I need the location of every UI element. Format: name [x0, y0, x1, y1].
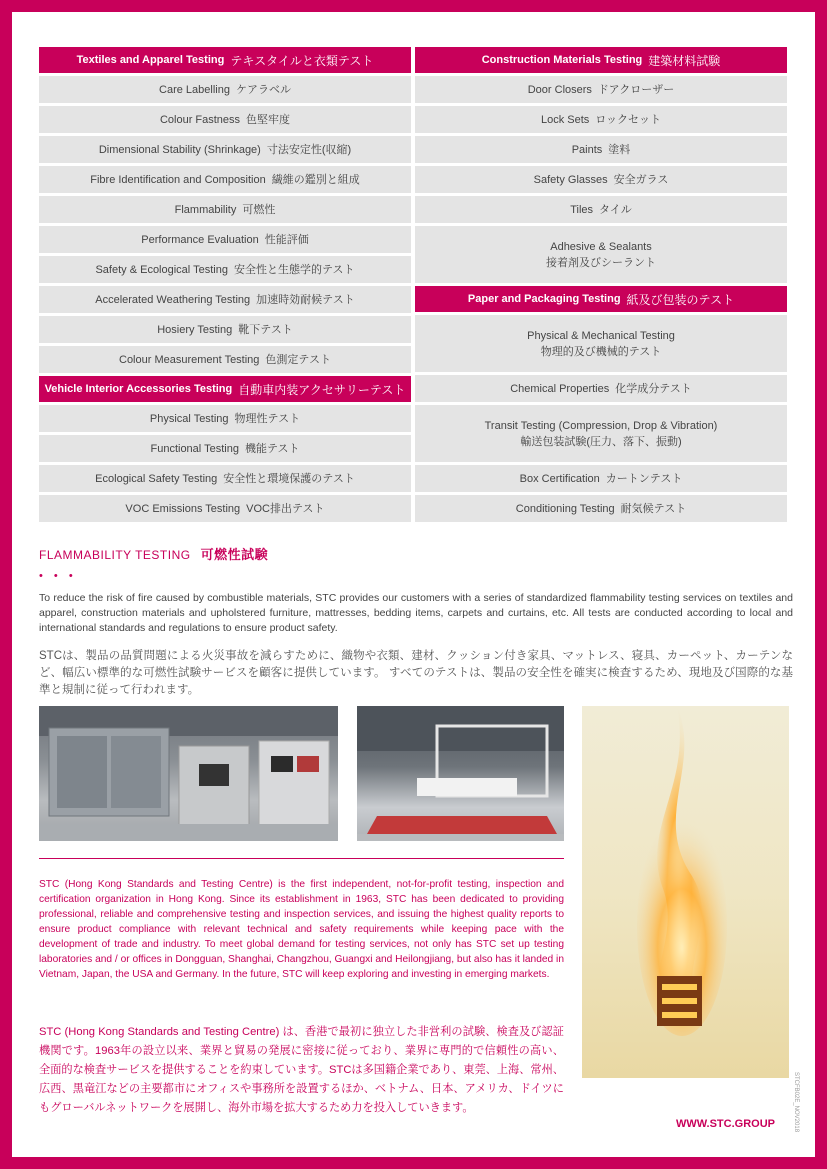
construction-header: Construction Materials Testing 建築材料試験: [415, 47, 787, 73]
textiles-item: Safety & Ecological Testing 安全性と生態学的テスト: [39, 256, 411, 283]
title-dots: • • •: [39, 570, 77, 582]
vehicle-item: Physical Testing 物理性テスト: [39, 405, 411, 432]
left-service-table: [39, 47, 411, 525]
vehicle-item: Functional Testing 機能テスト: [39, 435, 411, 462]
textiles-item: Colour Measurement Testing 色測定テスト: [39, 346, 411, 373]
about-paragraph-jp: STC (Hong Kong Standards and Testing Centre) は、香港で最初に独立した非営利の試験、検査及び認証機関です。1963年の設立以来、業界と貿易の発展に密接に従っており、業界に専門的で信頼性の高い、全面的な検査サービスを提供することを約束しています。STCは多国籍企業であり、東莞、上海、常州、広西、黒竜江などの主要都市にオフィスや事務所を設置するほか、ベトナム、日本、アメリカ、ドイツにもグローバルネットワークを展開し、海外市場を拡大するため力を投入していきます。: [39, 1026, 564, 1114]
section-divider: [39, 858, 564, 859]
construction-item: Door Closers ドアクローザー: [415, 76, 787, 103]
physical-mechanical-item: Physical & Mechanical Testing 物理的及び機械的テスト: [415, 315, 787, 372]
textiles-item: Accelerated Weathering Testing 加速時効耐候テスト: [39, 286, 411, 313]
construction-item: Tiles タイル: [415, 196, 787, 223]
paper-header: Paper and Packaging Testing 紙及び包装のテスト: [415, 286, 787, 312]
box-cert-item: Box Certification カートンテスト: [415, 465, 787, 492]
textiles-item: Flammability 可燃性: [39, 196, 411, 223]
textiles-item: Colour Fastness 色堅牢度: [39, 106, 411, 133]
website-link[interactable]: WWW.STC.GROUP: [676, 1118, 775, 1130]
conditioning-item: Conditioning Testing 耐気候テスト: [415, 495, 787, 522]
document-code: STCFB02E_NOV2018: [793, 1072, 799, 1133]
right-service-table: [415, 47, 787, 525]
flammability-paragraph-jp: STCは、製品の品質問題による火災事故を減らすために、織物や衣類、建材、クッション付き家具、マットレス、寝具、カーペット、カーテンなど、幅広い標準的な可燃性試験サービスを顧客に提供しています。 すべてのテストは、製品の安全性を確実に検査するため、現地及び国際的な基準と規制に従って行われます。: [39, 650, 793, 696]
vehicle-item: Ecological Safety Testing 安全性と環境保護のテスト: [39, 465, 411, 492]
test-chamber-photo: [39, 706, 338, 841]
textiles-item: Fibre Identification and Composition 繊維の鑑別と組成: [39, 166, 411, 193]
textiles-item: Hosiery Testing 靴下テスト: [39, 316, 411, 343]
textiles-item: Performance Evaluation 性能評価: [39, 226, 411, 253]
construction-item: Lock Sets ロックセット: [415, 106, 787, 133]
construction-item: Safety Glasses 安全ガラス: [415, 166, 787, 193]
adhesive-item: Adhesive & Sealants 接着剤及びシーラント: [415, 226, 787, 283]
page: [12, 12, 815, 1157]
vehicle-header: Vehicle Interior Accessories Testing 自動車内装アクセサリーテスト: [39, 376, 411, 402]
vehicle-item: VOC Emissions Testing VOC排出テスト: [39, 495, 411, 522]
about-paragraph-en: STC (Hong Kong Standards and Testing Centre) is the first independent, not-for-profit testing, inspection and certification organization in Hong Kong. Since its establishment in 1963, STC has been dedicated to providing professional, reliable and comprehensive testing and inspection services, and issuing the highest quality reports to ensure product compliance with relevant technical and safety requirements while keeping pace with the development of trade and industry. To meet global demand for testing services, not only has STC set up testing laboratories and / or offices in Dongguan, Shanghai, Changzhou, Guangxi and Heilongjiang, but also has it landed in Vietnam, Japan, the USA and Germany. In the future, STC will keep exploring and investing in emerging markets.: [39, 879, 564, 980]
mattress-test-photo: [357, 706, 564, 841]
flammability-paragraph-en: To reduce the risk of fire caused by combustible materials, STC provides our customers with a series of standardized flammability testing services on textiles and apparel, construction materials and upholstered furniture, mattresses, bedding items, carpets and curtains, etc. All tests are conducted according to local and international standards and regulations to ensure product safety.: [39, 592, 793, 634]
textiles-header: Textiles and Apparel Testing テキスタイルと衣類テスト: [39, 47, 411, 73]
flammability-title: FLAMMABILITY TESTING 可燃性試験: [39, 547, 269, 562]
transit-item: Transit Testing (Compression, Drop & Vibration) 輸送包装試験(圧力、落下、振動): [415, 405, 787, 462]
chemical-item: Chemical Properties 化学成分テスト: [415, 375, 787, 402]
textiles-item: Dimensional Stability (Shrinkage) 寸法安定性(収縮): [39, 136, 411, 163]
flame-test-photo: [582, 706, 789, 1078]
construction-item: Paints 塗料: [415, 136, 787, 163]
textiles-item: Care Labelling ケアラベル: [39, 76, 411, 103]
